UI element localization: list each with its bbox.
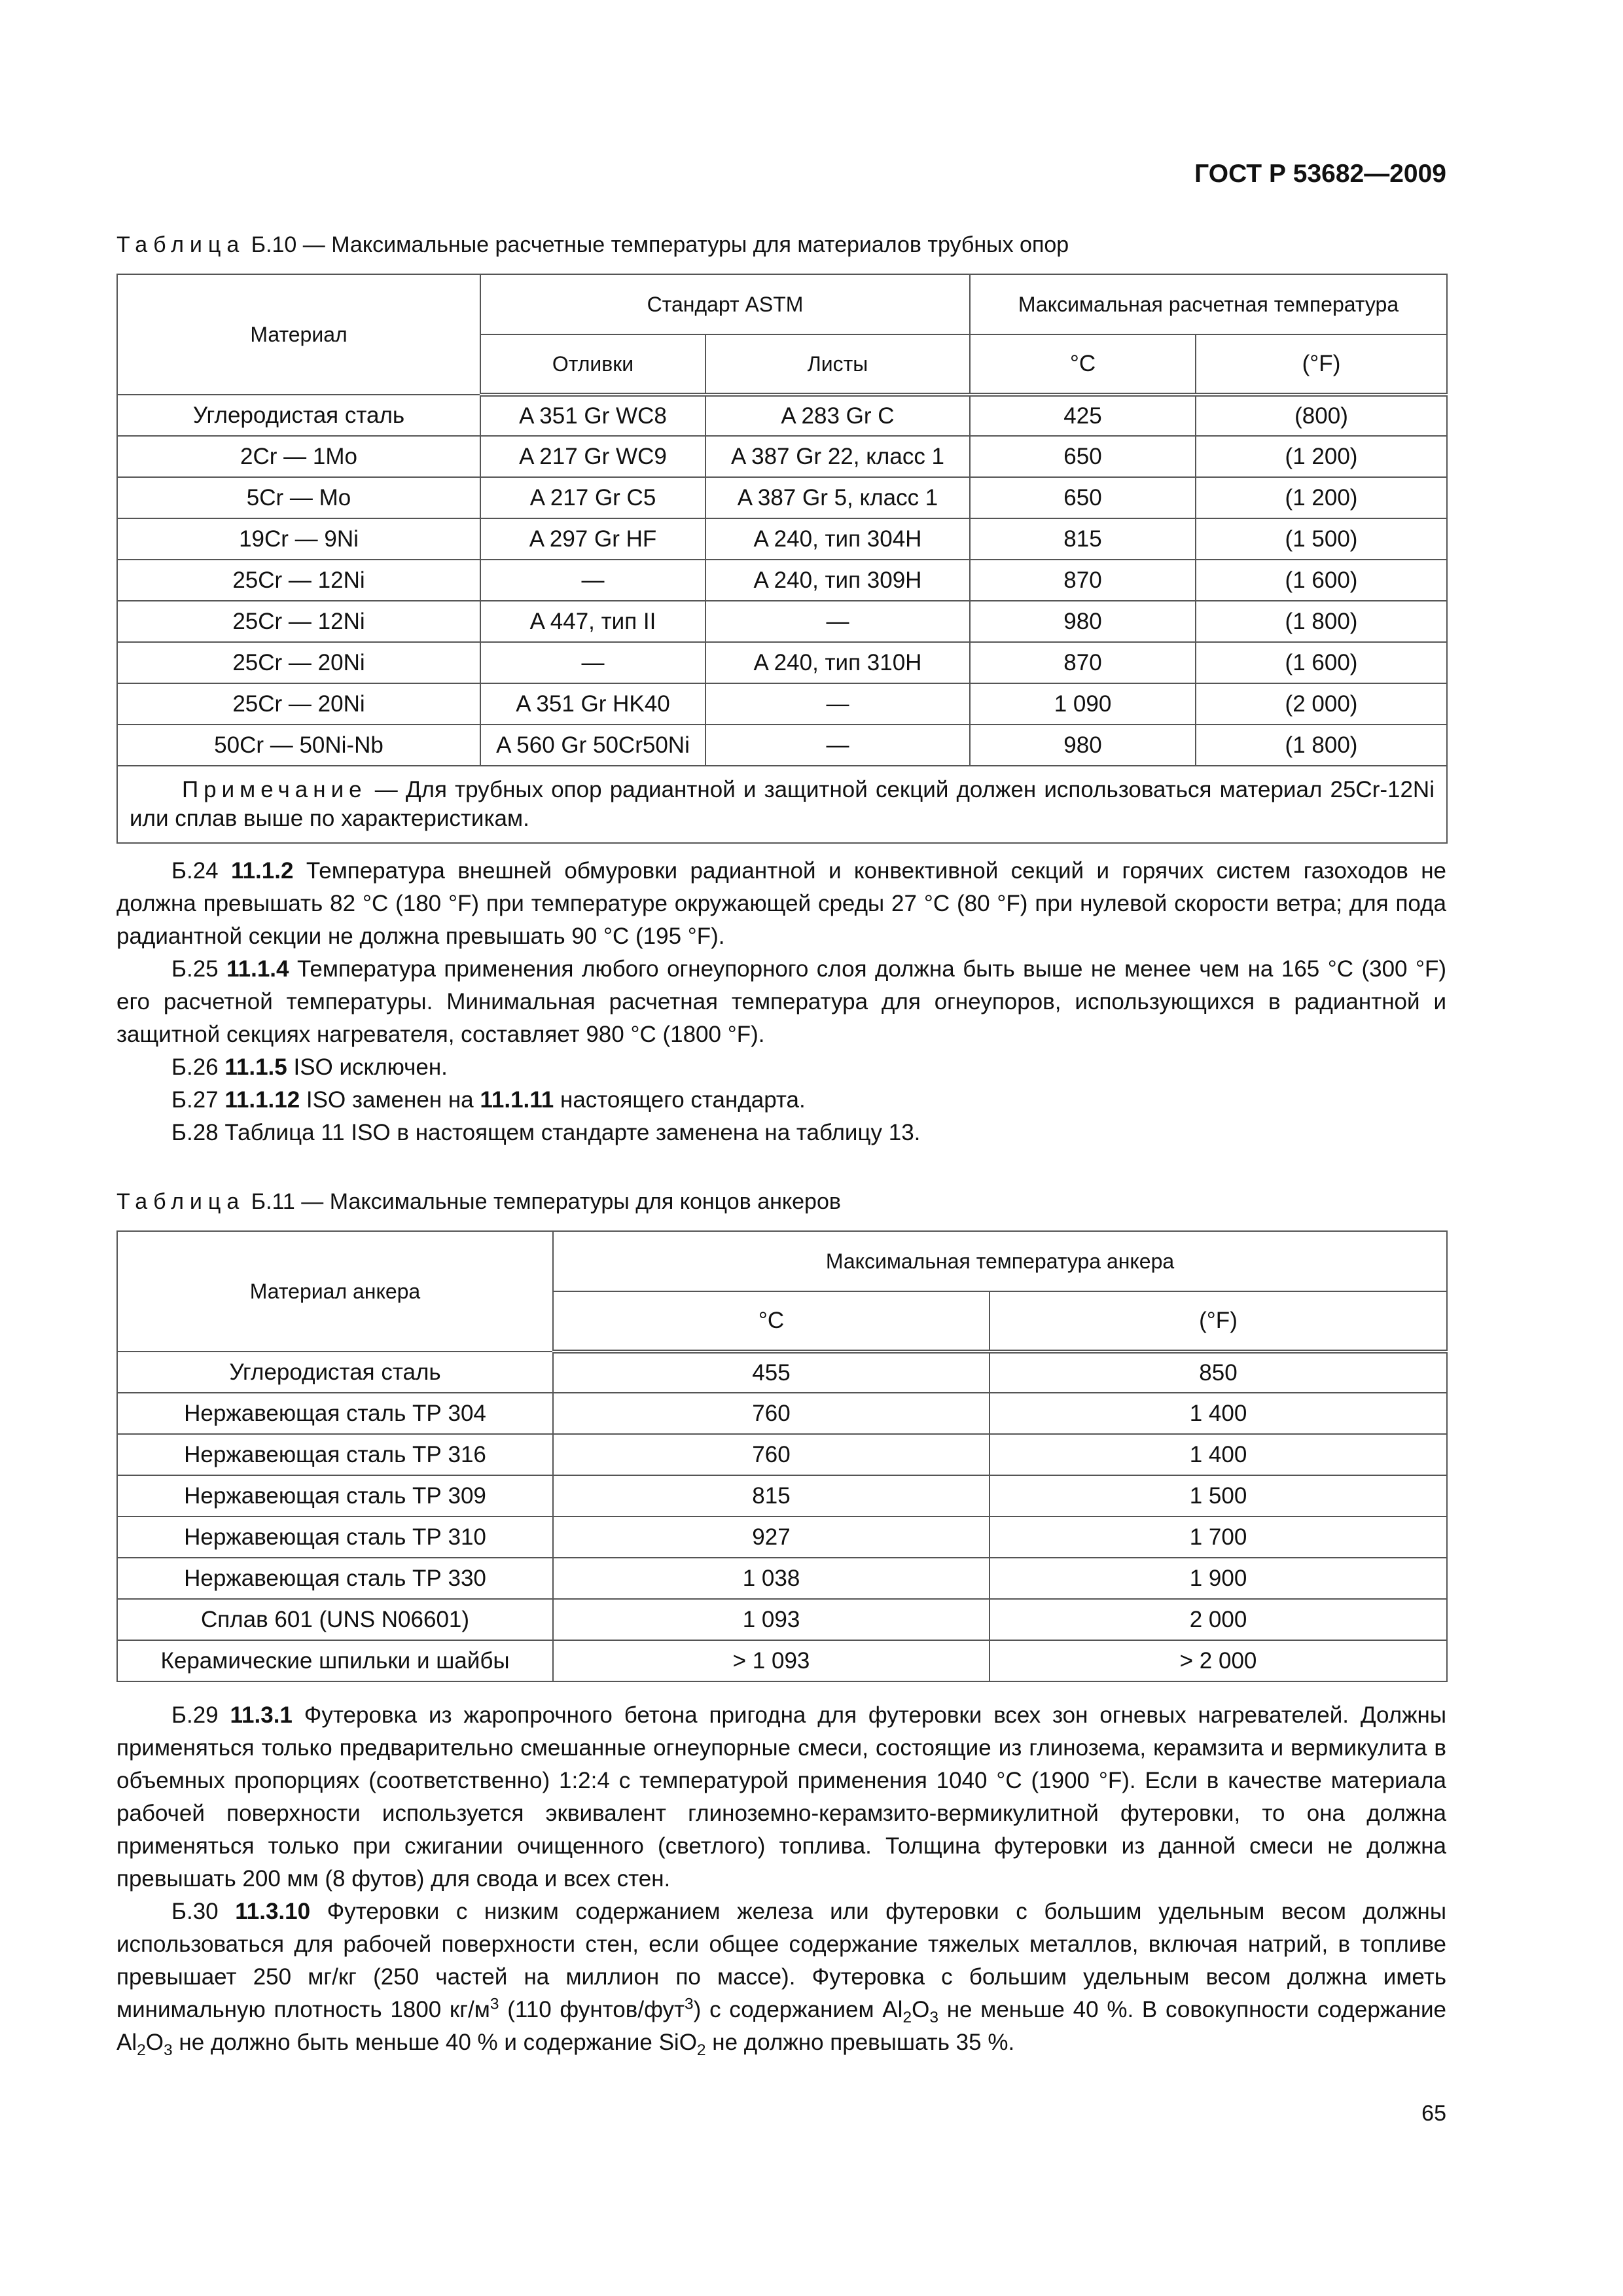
header-anchor-max-temp: Максимальная температура анкера — [553, 1231, 1447, 1291]
table2-caption-text: Б.11 — Максимальные температуры для концов анкеров — [245, 1189, 841, 1214]
table1-caption-text: Б.10 — Максимальные расчетные температуры для материалов трубных опор — [245, 232, 1069, 257]
cell-material: 25Cr — 12Ni — [117, 601, 480, 642]
cell-temp-c: 650 — [970, 477, 1196, 518]
cell-temp-f: 1 700 — [990, 1516, 1447, 1558]
cell-temp-f: (800) — [1196, 395, 1447, 436]
cell-temp-c: 870 — [970, 560, 1196, 601]
cell-castings: A 560 Gr 50Cr50Ni — [480, 725, 705, 766]
paragraph-number: Б.30 — [171, 1899, 236, 1924]
cell-temp-c: > 1 093 — [553, 1640, 990, 1681]
cell-castings: A 217 Gr WC9 — [480, 436, 705, 477]
table-row — [117, 1516, 1447, 1558]
cell-temp-c: 1 093 — [553, 1599, 990, 1640]
table-row — [117, 436, 1447, 477]
table1-caption — [116, 230, 1069, 259]
cell-anchor-material: Нержавеющая сталь ТР 304 — [117, 1393, 553, 1434]
cell-sheets: A 387 Gr 5, класс 1 — [705, 477, 970, 518]
cell-material: Углеродистая сталь — [117, 395, 480, 436]
cell-anchor-material: Углеродистая сталь — [117, 1352, 553, 1393]
header-max-temp: Максимальная расчетная температура — [970, 274, 1447, 334]
cell-temp-f: 1 500 — [990, 1475, 1447, 1516]
paragraph-text: ISO исключен. — [287, 1054, 448, 1080]
clause-ref: 11.1.5 — [224, 1054, 287, 1080]
paragraph-b24 — [116, 855, 1446, 953]
header-material: Материал — [117, 274, 480, 395]
paragraph-text: Температура применения любого огнеупорного слоя должна быть выше не менее чем на 165 °C (300 °F) его расчетной температуры. Минимальная расчетная температура для огнеупоров, использующихся в радиантной и защитной секциях нагревателя, составляет 980 °C (1800 °F). — [116, 956, 1446, 1047]
table2-caption-prefix: Таблица — [116, 1189, 245, 1214]
table-note-row — [117, 766, 1447, 843]
paragraph-b28: Б.28 Таблица 11 ISO в настоящем стандарте заменена на таблицу 13. — [171, 1120, 921, 1145]
cell-castings: A 351 Gr WC8 — [480, 395, 705, 436]
table-anchor-temperatures — [116, 1230, 1448, 1682]
cell-temp-c: 980 — [970, 725, 1196, 766]
cell-temp-f: (1 800) — [1196, 601, 1447, 642]
cell-material: 5Cr — Mo — [117, 477, 480, 518]
cell-temp-c: 1 090 — [970, 683, 1196, 725]
table-row — [117, 1640, 1447, 1681]
cell-material: 25Cr — 12Ni — [117, 560, 480, 601]
cell-temp-c: 425 — [970, 395, 1196, 436]
cell-temp-f: 2 000 — [990, 1599, 1447, 1640]
cell-temp-c: 650 — [970, 436, 1196, 477]
cell-temp-c: 760 — [553, 1393, 990, 1434]
subscript: 2 — [137, 2041, 146, 2059]
cell-castings: — — [480, 560, 705, 601]
cell-castings: A 447, тип II — [480, 601, 705, 642]
paragraph-text: (110 фунтов/фут — [499, 1997, 685, 2022]
document-code: ГОСТ Р 53682—2009 — [1194, 160, 1446, 188]
clause-ref: 11.1.12 — [224, 1087, 300, 1113]
table-row — [117, 683, 1447, 725]
subscript: 2 — [696, 2041, 706, 2059]
header-castings: Отливки — [480, 334, 705, 395]
header-unit-c: °C — [553, 1291, 990, 1352]
page-number: 65 — [1421, 2101, 1446, 2126]
table-row — [117, 601, 1447, 642]
cell-temp-f: (1 600) — [1196, 560, 1447, 601]
table2-caption — [116, 1187, 841, 1216]
clause-ref: 11.1.2 — [231, 858, 294, 884]
cell-temp-f: > 2 000 — [990, 1640, 1447, 1681]
cell-temp-c: 815 — [970, 518, 1196, 560]
cell-temp-f: (1 600) — [1196, 642, 1447, 683]
cell-temp-c: 455 — [553, 1352, 990, 1393]
header-anchor-material: Материал анкера — [117, 1231, 553, 1352]
cell-temp-c: 927 — [553, 1516, 990, 1558]
cell-temp-f: 1 900 — [990, 1558, 1447, 1599]
cell-anchor-material: Керамические шпильки и шайбы — [117, 1640, 553, 1681]
paragraph-b26 — [116, 1051, 1446, 1084]
table-row — [117, 725, 1447, 766]
cell-castings: — — [480, 642, 705, 683]
cell-temp-c: 760 — [553, 1434, 990, 1475]
paragraph-text: ) с содержанием Al — [693, 1997, 903, 2022]
cell-material: 25Cr — 20Ni — [117, 642, 480, 683]
paragraph-number: Б.26 — [171, 1054, 225, 1080]
cell-anchor-material: Нержавеющая сталь ТР 309 — [117, 1475, 553, 1516]
subscript: 3 — [929, 2009, 938, 2026]
header-unit-c: °C — [970, 334, 1196, 395]
paragraph-text: не должно превышать 35 %. — [705, 2030, 1015, 2055]
paragraph-text: настоящего стандарта. — [554, 1087, 806, 1113]
header-unit-f: (°F) — [1196, 334, 1447, 395]
table-row — [117, 560, 1447, 601]
subscript: 2 — [902, 2009, 912, 2026]
cell-material: 2Cr — 1Mo — [117, 436, 480, 477]
cell-sheets: — — [705, 725, 970, 766]
cell-anchor-material: Нержавеющая сталь ТР 316 — [117, 1434, 553, 1475]
cell-sheets: — — [705, 683, 970, 725]
paragraph-text: не должно быть меньше 40 % и содержание SiO — [172, 2030, 697, 2055]
paragraph-text: O — [145, 2030, 164, 2055]
cell-sheets: — — [705, 601, 970, 642]
table-row — [117, 1558, 1447, 1599]
paragraph-text: Температура внешней обмуровки радиантной и конвективной секций и горячих систем газоходов не должна превышать 82 °C (180 °F) при температуре окружающей среды 27 °C (80 °F) при нулевой скорости ветра; для пода радиантной секции не должна превышать 90 °C (195 °F). — [116, 858, 1446, 949]
table-row — [117, 642, 1447, 683]
table-note — [117, 766, 1447, 843]
paragraph-number: Б.24 — [171, 858, 232, 884]
header-astm: Стандарт ASTM — [480, 274, 970, 334]
cell-sheets: A 283 Gr C — [705, 395, 970, 436]
cell-temp-f: (2 000) — [1196, 683, 1447, 725]
superscript: 3 — [490, 1995, 499, 2013]
cell-temp-f: (1 200) — [1196, 477, 1447, 518]
paragraph-number: Б.27 — [171, 1087, 225, 1113]
cell-castings: A 217 Gr C5 — [480, 477, 705, 518]
paragraph-text: ISO заменен на — [300, 1087, 480, 1113]
cell-castings: A 297 Gr HF — [480, 518, 705, 560]
table-row — [117, 1434, 1447, 1475]
clause-ref: 11.3.1 — [230, 1702, 293, 1728]
header-sheets: Листы — [705, 334, 970, 395]
table-support-materials — [116, 274, 1448, 844]
cell-anchor-material: Сплав 601 (UNS N06601) — [117, 1599, 553, 1640]
paragraph-text: не меньше 40 %. В совокупности содержание Al — [116, 1997, 1447, 2055]
cell-sheets: A 240, тип 309H — [705, 560, 970, 601]
table-row — [117, 395, 1447, 436]
cell-temp-c: 1 038 — [553, 1558, 990, 1599]
cell-temp-f: 1 400 — [990, 1434, 1447, 1475]
cell-material: 50Cr — 50Ni-Nb — [117, 725, 480, 766]
paragraph-text: O — [912, 1997, 930, 2022]
cell-material: 19Cr — 9Ni — [117, 518, 480, 560]
cell-temp-f: (1 500) — [1196, 518, 1447, 560]
paragraph-b27 — [116, 1084, 1446, 1117]
cell-castings: A 351 Gr HK40 — [480, 683, 705, 725]
cell-temp-c: 980 — [970, 601, 1196, 642]
cell-sheets: A 387 Gr 22, класс 1 — [705, 436, 970, 477]
cell-anchor-material: Нержавеющая сталь ТР 330 — [117, 1558, 553, 1599]
subscript: 3 — [164, 2041, 173, 2059]
note-text: — Для трубных опор радиантной и защитной секций должен использоваться материал 25Cr-12Ni или сплав выше по характеристикам. — [130, 777, 1435, 831]
paragraph-text: Футеровка из жаропрочного бетона пригодна для футеровки всех зон огневых нагревателей. Должны применяться только предварительно смешанные огнеупорные смеси, состоящие из глинозема, керамзита и вермикулита в объемных пропорциях (соответственно) 1:2:4 с температурой применения 1040 °C (1900 °F). Если в качестве материала рабочей поверхности используется эквивалент глиноземно-керамзито-вермикулитной футеровки, то она должна применяться только при сжигании очищенного (светлого) топлива. Толщина футеровки из данной смеси не должна превышать 200 мм (8 футов) для свода и всех стен. — [116, 1702, 1446, 1892]
paragraph-text: Футеровки с низким содержанием железа или футеровки с большим удельным весом должны использоваться для рабочей поверхности стен, если общее содержание тяжелых металлов, включая натрий, в топливе превышает 250 мг/кг (250 частей на миллион по массе). Футеровка с большим удельным весом должна иметь минимальную плотность 1800 кг/м — [116, 1899, 1446, 2022]
table1-caption-prefix: Таблица — [116, 232, 245, 257]
paragraph-number: Б.25 — [171, 956, 227, 982]
table-row — [117, 518, 1447, 560]
table-row — [117, 477, 1447, 518]
cell-anchor-material: Нержавеющая сталь ТР 310 — [117, 1516, 553, 1558]
paragraph-b29 — [116, 1699, 1446, 1895]
cell-temp-c: 870 — [970, 642, 1196, 683]
paragraph-b25 — [116, 953, 1446, 1051]
note-label: Примечание — [182, 777, 367, 802]
table-row — [117, 1393, 1447, 1434]
cell-material: 25Cr — 20Ni — [117, 683, 480, 725]
cell-sheets: A 240, тип 304H — [705, 518, 970, 560]
clause-ref: 11.1.11 — [480, 1087, 554, 1113]
cell-temp-c: 815 — [553, 1475, 990, 1516]
cell-sheets: A 240, тип 310H — [705, 642, 970, 683]
clause-ref: 11.1.4 — [226, 956, 289, 982]
cell-temp-f: 1 400 — [990, 1393, 1447, 1434]
cell-temp-f: (1 800) — [1196, 725, 1447, 766]
table-row — [117, 1475, 1447, 1516]
cell-temp-f: (1 200) — [1196, 436, 1447, 477]
superscript: 3 — [685, 1995, 694, 2013]
table-row — [117, 1599, 1447, 1640]
paragraph-b30 — [116, 1895, 1446, 2059]
cell-temp-f: 850 — [990, 1352, 1447, 1393]
table-row — [117, 1352, 1447, 1393]
header-unit-f: (°F) — [990, 1291, 1447, 1352]
clause-ref: 11.3.10 — [235, 1899, 311, 1924]
paragraph-number: Б.29 — [171, 1702, 230, 1728]
